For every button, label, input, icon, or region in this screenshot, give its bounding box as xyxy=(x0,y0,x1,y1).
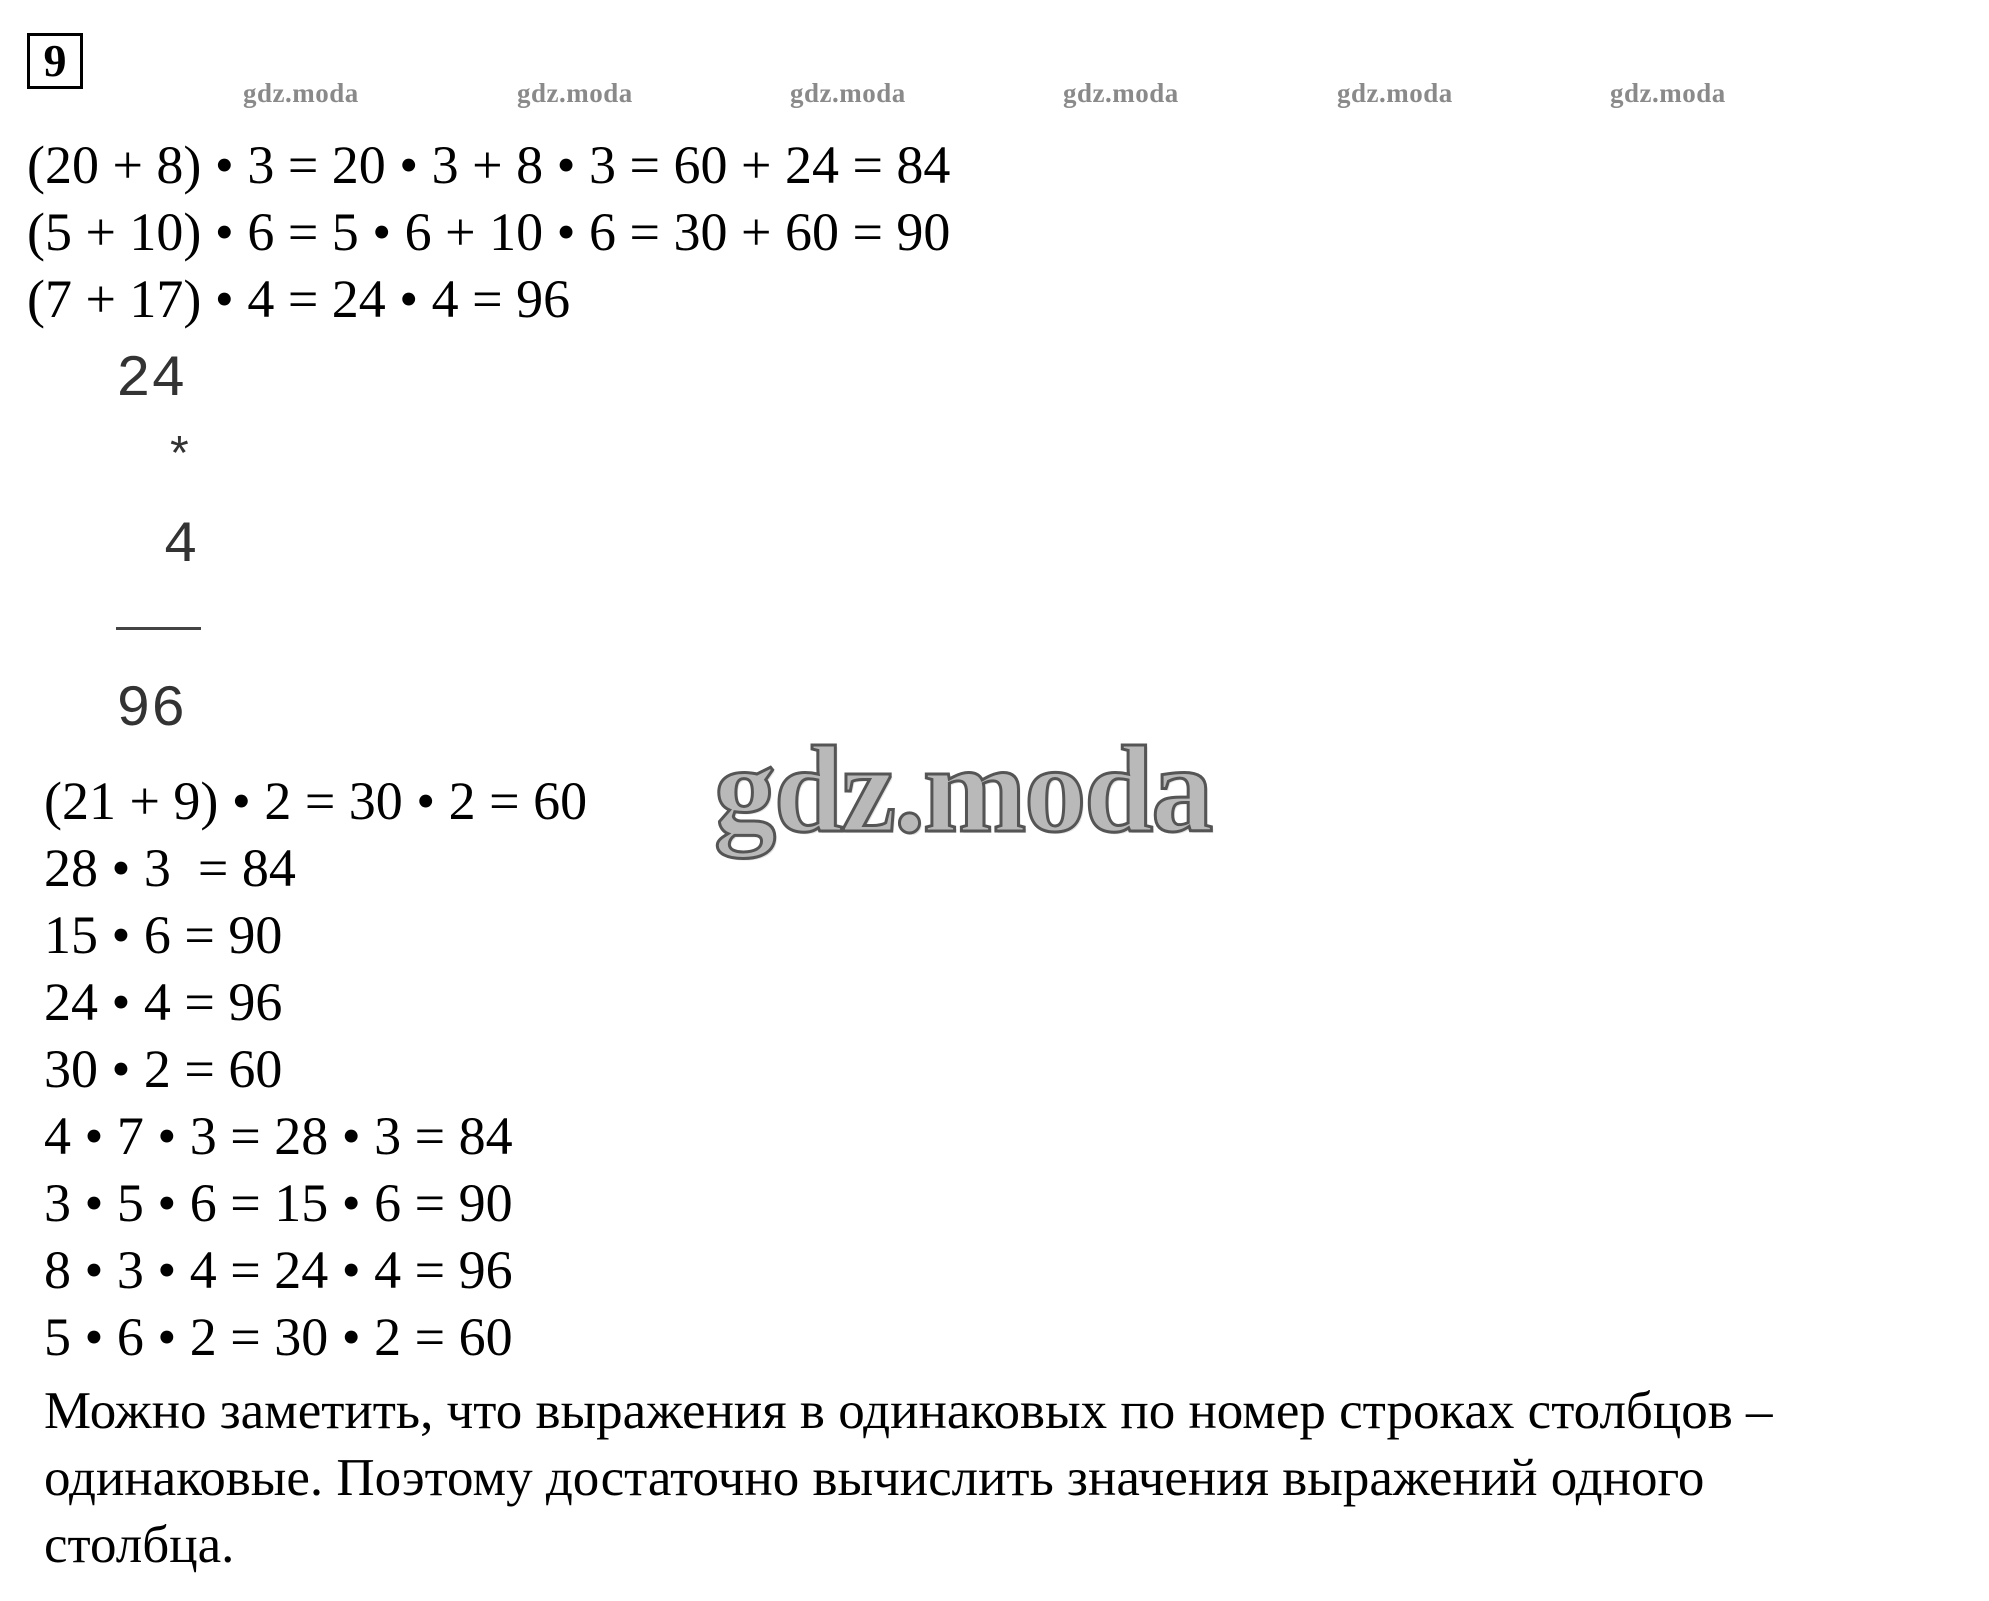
conclusion-line: столбца. xyxy=(44,1516,235,1574)
column-multiplicand: 24 xyxy=(116,348,186,413)
watermark-row xyxy=(0,78,1989,112)
conclusion-line: одинаковые. Поэтому достаточно вычислить значения выражений одного xyxy=(44,1449,1705,1507)
equation-line: (21 + 9) • 2 = 30 • 2 = 60 xyxy=(44,771,588,831)
watermark-text: gdz.moda xyxy=(1610,78,1726,108)
equation-line: (7 + 17) • 4 = 24 • 4 = 96 xyxy=(27,269,571,329)
equation-line: 3 • 5 • 6 = 15 • 6 = 90 xyxy=(44,1173,513,1233)
equation-line: 15 • 6 = 90 xyxy=(44,905,283,965)
equation-line: 5 • 6 • 2 = 30 • 2 = 60 xyxy=(44,1307,513,1367)
watermark-text: gdz.moda xyxy=(1337,78,1453,108)
column-multiplier: 4 xyxy=(163,514,198,579)
watermark-text: gdz.moda xyxy=(243,78,359,108)
equation-line: 24 • 4 = 96 xyxy=(44,972,283,1032)
equation-line: 4 • 7 • 3 = 28 • 3 = 84 xyxy=(44,1106,513,1166)
column-operator: * xyxy=(165,432,194,486)
equation-line: 8 • 3 • 4 = 24 • 4 = 96 xyxy=(44,1240,513,1300)
watermark-text: gdz.moda xyxy=(517,78,633,108)
watermark-text: gdz.moda xyxy=(1063,78,1179,108)
conclusion-line: Можно заметить, что выражения в одинаковых по номер строках столбцов – xyxy=(44,1382,1773,1440)
task-number-badge: 9 xyxy=(27,33,83,89)
column-result: 96 xyxy=(116,678,186,743)
equation-line: (5 + 10) • 6 = 5 • 6 + 10 • 6 = 30 + 60 = 90 xyxy=(27,202,951,262)
equation-line: 28 • 3 = 84 xyxy=(44,838,296,898)
watermark-text: gdz.moda xyxy=(790,78,906,108)
conclusion-paragraph xyxy=(44,1378,1974,1579)
equation-line: 30 • 2 = 60 xyxy=(44,1039,283,1099)
watermark-logo: gdz.moda xyxy=(714,721,1212,858)
equation-line: (20 + 8) • 3 = 20 • 3 + 8 • 3 = 60 + 24 = 84 xyxy=(27,135,951,195)
column-divider xyxy=(116,627,201,630)
